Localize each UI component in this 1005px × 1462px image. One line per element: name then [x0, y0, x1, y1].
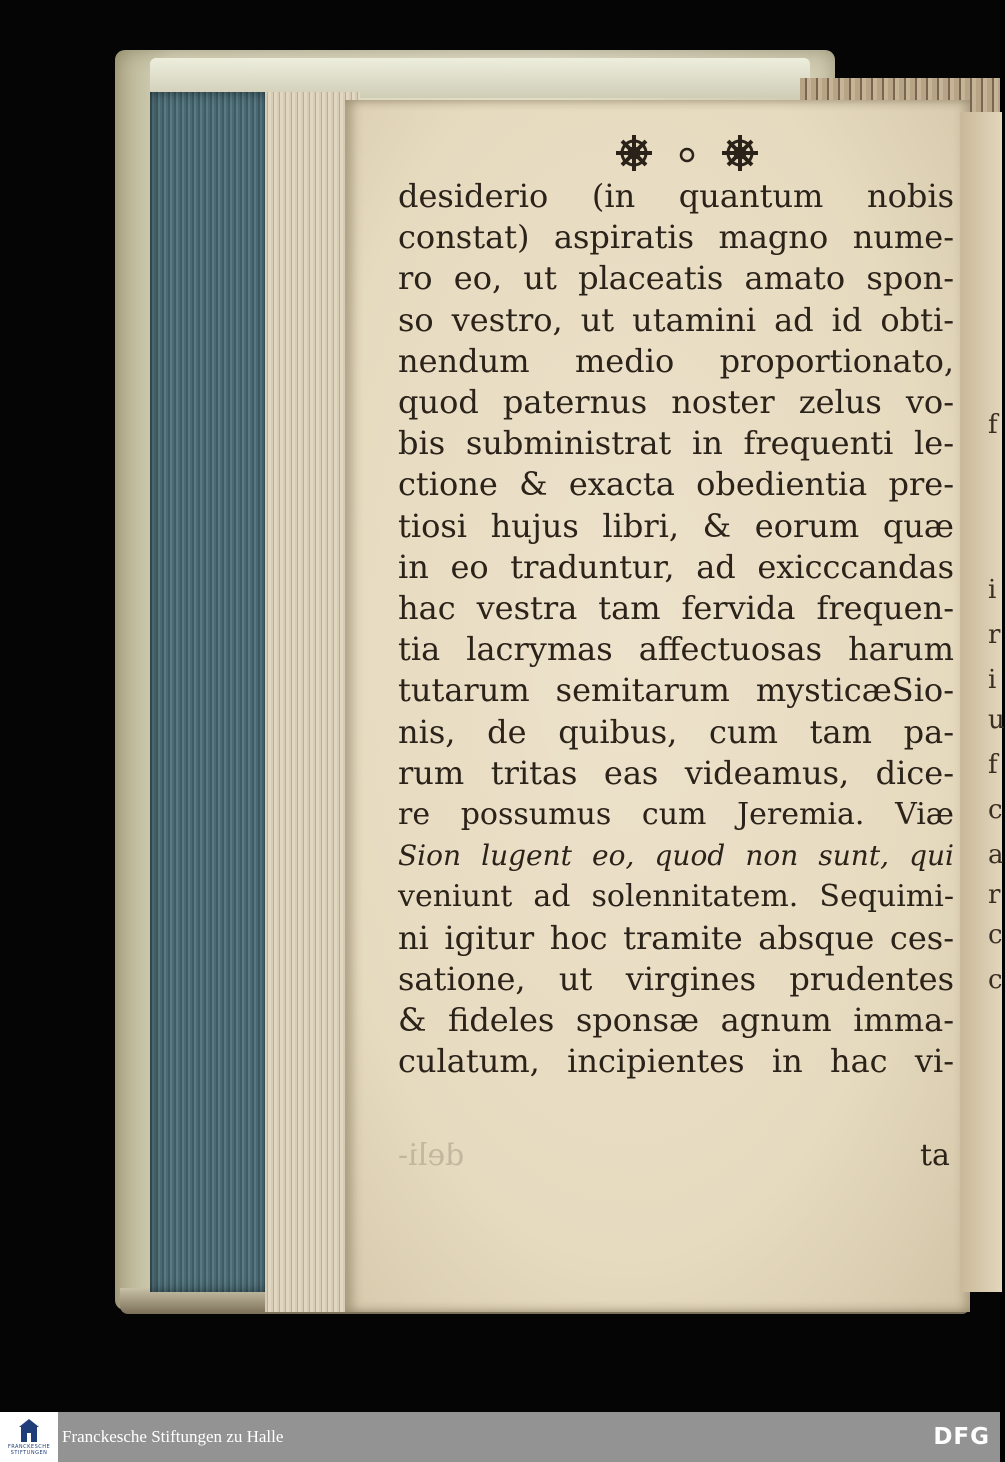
facing-page-glyph: u — [988, 705, 1005, 735]
text-line-italic: Sion lugent eo, quod non sunt, qui — [398, 839, 954, 873]
text-line: culatum, incipientes in hac vi- — [398, 1042, 954, 1081]
text-line: tia lacrymas affectuosas harum — [398, 630, 954, 669]
facing-page-glyph: c — [988, 965, 1003, 995]
text-line: tiosi hujus libri, & eorum quæ — [398, 506, 954, 545]
catchword: ta — [920, 1138, 950, 1173]
text-line: veniunt ad solennitatem. Sequimi- — [398, 879, 954, 915]
text-line: desiderio (in quantum nobis — [398, 177, 954, 215]
text-line: re possumus cum Jeremia. Viæ — [398, 797, 954, 833]
facing-page-glyph: i — [988, 575, 997, 605]
facing-page-glyph: c — [988, 920, 1003, 950]
text-line: hac vestra tam fervida frequen- — [398, 589, 954, 628]
institution-logo[interactable] — [0, 1412, 58, 1462]
text-line: rum tritas eas videamus, dice- — [398, 753, 954, 792]
facing-page-glyph: f — [988, 410, 998, 440]
facing-page-glyph: i — [988, 665, 997, 695]
text-line: bis subministrat in frequenti le- — [398, 424, 954, 463]
footer-bar — [0, 1412, 1000, 1462]
text-line: ctione & exacta obedientia pre- — [398, 465, 954, 504]
bleed-through-text: deli- — [398, 1138, 465, 1173]
text-line: ro eo, ut placeatis amato spon- — [398, 259, 954, 298]
text-line: & fideles sponsæ agnum imma- — [398, 1001, 954, 1040]
facing-page-glyph: f — [988, 750, 998, 780]
text-line: nis, de quibus, cum tam pa- — [398, 712, 954, 751]
facing-page-glyph: a — [988, 840, 1004, 870]
text-line: quod paternus noster zelus vo- — [398, 383, 954, 422]
text-line: in eo traduntur, ad exicccandas — [398, 547, 954, 586]
facing-page — [960, 112, 1002, 1292]
text-line: nendum medio proportionato, — [398, 341, 954, 380]
text-line: satione, ut virgines prudentes — [398, 959, 954, 998]
orphanage-building-icon — [18, 1418, 40, 1444]
text-line: ni igitur hoc tramite absque ces- — [398, 918, 954, 957]
ornament-icon — [612, 130, 762, 176]
text-line: constat) aspiratis magno nume- — [398, 218, 954, 257]
logo-caption: FRANCKESCHE STIFTUNGEN — [7, 1444, 51, 1456]
page-text — [398, 176, 954, 1082]
facing-page-glyph: r — [988, 620, 1001, 650]
text-line: tutarum semitarum mysticæSio- — [398, 671, 954, 710]
institution-name: Franckesche Stiftungen zu Halle — [62, 1427, 284, 1446]
text-line: so vestro, ut utamini ad id obti- — [398, 300, 954, 339]
facing-page-glyph: r — [988, 880, 1001, 910]
painted-page-edges — [150, 92, 268, 1292]
facing-page-glyph: c — [988, 795, 1003, 825]
dfg-logo[interactable]: DFG — [933, 1424, 990, 1450]
